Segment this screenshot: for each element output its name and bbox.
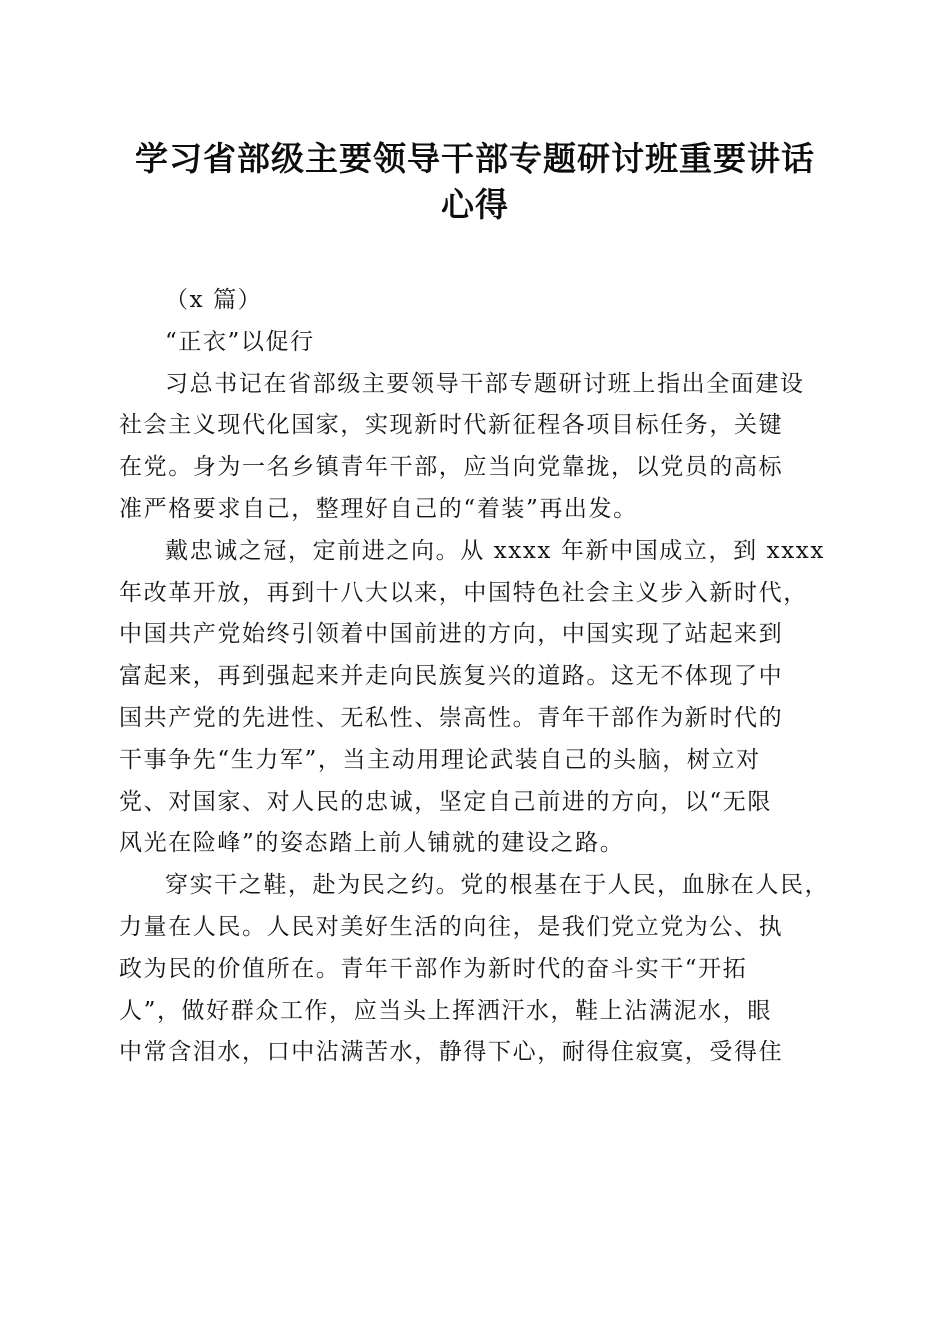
body-line: 年改革开放，再到十八大以来，中国特色社会主义步入新时代， [119, 579, 808, 606]
body-line: 力量在人民。人民对美好生活的向往，是我们党立党为公、执 [119, 913, 784, 940]
body-line: 中国共产党始终引领着中国前进的方向，中国实现了站起来到 [119, 621, 784, 648]
title-line-2: 心得 [441, 185, 509, 224]
body-line: 在党。身为一名乡镇青年干部，应当向党靠拢，以党员的高标 [119, 454, 784, 481]
body-line: 戴忠诚之冠，定前进之向。从 xxxx 年新中国成立，到 xxxx [165, 537, 825, 564]
body-line: 社会主义现代化国家，实现新时代新征程各项目标任务，关键 [119, 412, 784, 439]
body-line: 政为民的价值所在。青年干部作为新时代的奋斗实干“开拓 [119, 955, 748, 982]
document-body [119, 280, 831, 1074]
body-line: 富起来，再到强起来并走向民族复兴的道路。这无不体现了中 [119, 663, 784, 690]
document-title [110, 136, 840, 228]
body-line: 穿实干之鞋，赴为民之约。党的根基在于人民，血脉在人民， [165, 872, 830, 899]
body-line: 干事争先“生力军”，当主动用理论武装自己的头脑，树立对 [119, 746, 761, 773]
title-line-1: 学习省部级主要领导干部专题研讨班重要讲话 [135, 139, 815, 178]
body-line: 人”，做好群众工作，应当头上挥洒汗水，鞋上沾满泥水，眼 [119, 997, 772, 1024]
body-line: 国共产党的先进性、无私性、崇高性。青年干部作为新时代的 [119, 704, 784, 731]
body-line: “正衣”以促行 [165, 328, 315, 355]
body-line: 准严格要求自己，整理好自己的“着装”再出发。 [119, 495, 638, 522]
body-line: （x 篇） [165, 287, 263, 313]
body-line: 风光在险峰”的姿态踏上前人铺就的建设之路。 [119, 830, 625, 857]
body-line: 党、对国家、对人民的忠诚，坚定自己前进的方向，以“无限 [119, 788, 772, 815]
body-line: 习总书记在省部级主要领导干部专题研讨班上指出全面建设 [165, 370, 805, 397]
body-line: 中常含泪水，口中沾满苦水，静得下心，耐得住寂寞，受得住 [119, 1039, 784, 1066]
